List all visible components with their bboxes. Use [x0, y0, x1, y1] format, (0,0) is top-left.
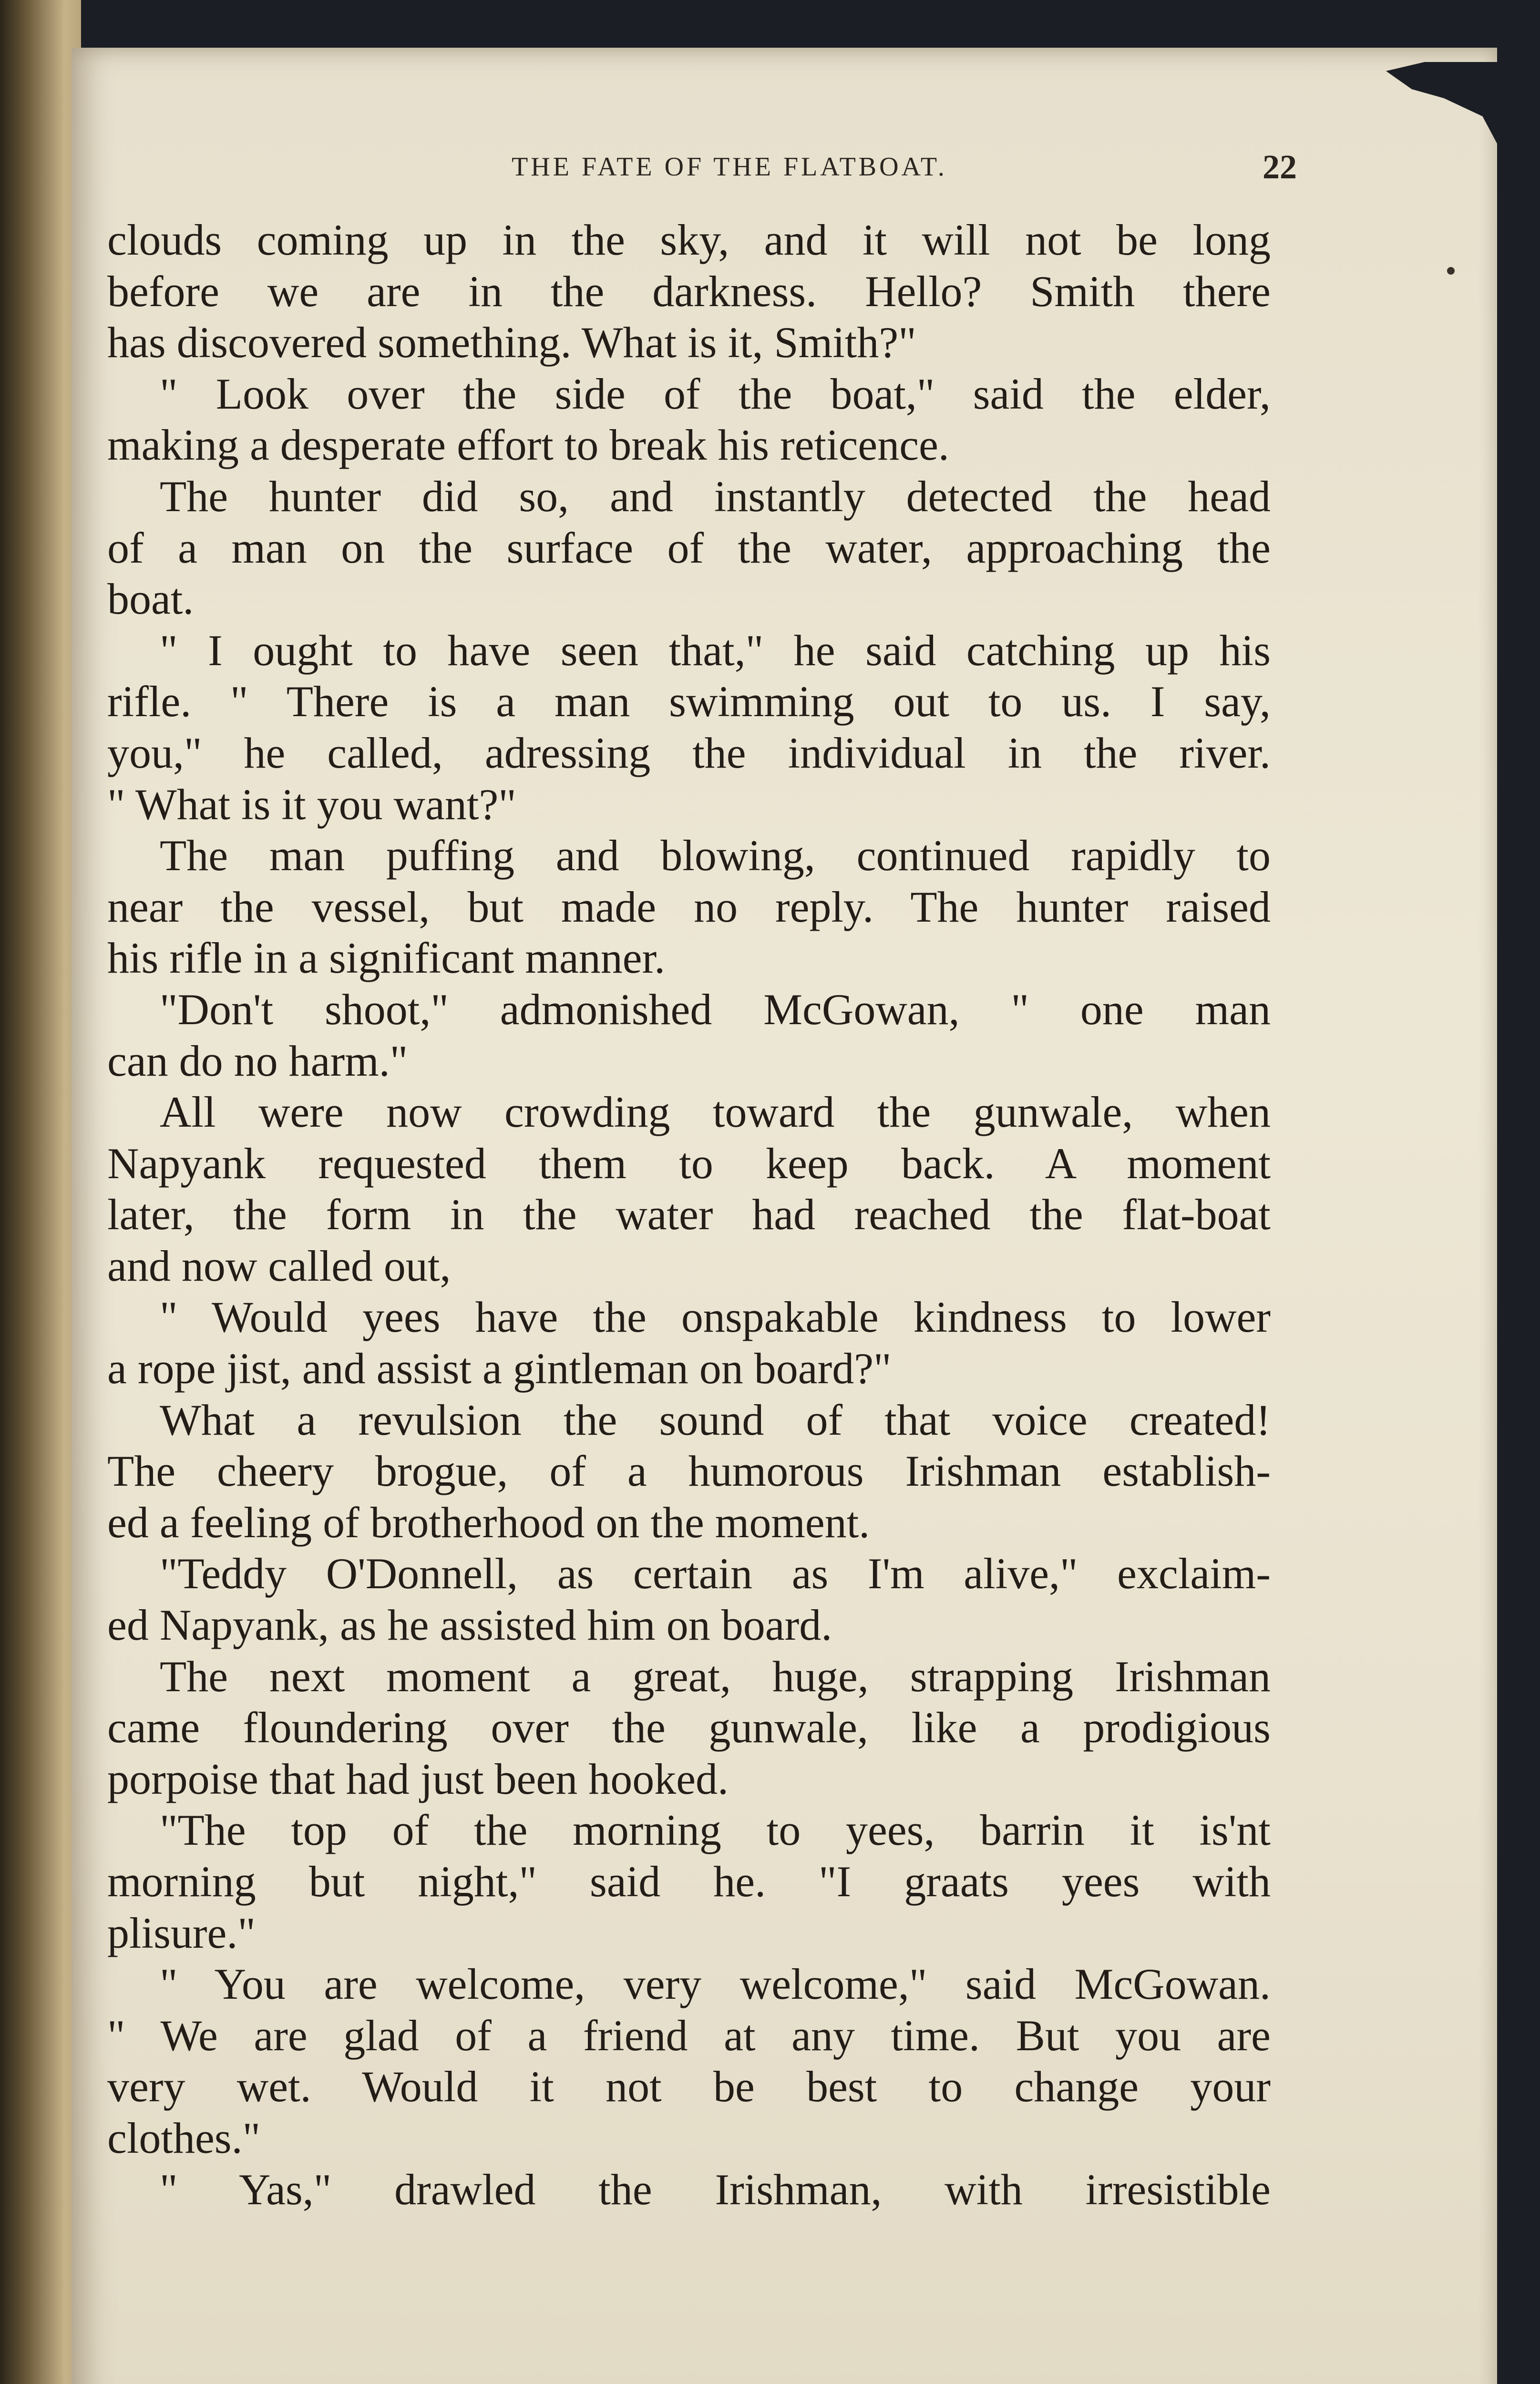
text-line: very wet. Would it not be best to change your — [107, 2062, 1271, 2111]
running-header: THE FATE OF THE FLATBOAT. — [512, 152, 947, 182]
text-line: " Would yees have the onspakable kindness to lower — [160, 1293, 1271, 1342]
text-line: near the vessel, but made no reply. The hunter raised — [107, 882, 1271, 931]
text-line: ed Napyank, as he assisted him on board. — [107, 1601, 832, 1650]
text-line: The next moment a great, huge, strapping Irishman — [160, 1652, 1271, 1701]
text-line: before we are in the darkness. Hello? Smith there — [107, 267, 1271, 316]
text-line: porpoise that had just been hooked. — [107, 1754, 729, 1803]
text-line: can do no harm." — [107, 1036, 408, 1085]
text-line: a rope jist, and assist a gintleman on board?" — [107, 1344, 892, 1393]
book-spine-gutter — [0, 0, 81, 2384]
text-line: The man puffing and blowing, continued rapidly to — [160, 831, 1271, 880]
text-line: boat. — [107, 575, 194, 624]
text-line: has discovered something. What is it, Smith?" — [107, 318, 916, 367]
text-line: later, the form in the water had reached the flat-boat — [107, 1190, 1271, 1239]
text-line: All were now crowding toward the gunwale, when — [160, 1088, 1271, 1137]
text-line: rifle. " There is a man swimming out to us. I say, — [107, 677, 1271, 726]
text-line: ed a feeling of brotherhood on the moment. — [107, 1498, 870, 1547]
text-line: and now called out, — [107, 1241, 451, 1290]
text-line: Napyank requested them to keep back. A moment — [107, 1139, 1271, 1188]
text-line: "Don't shoot," admonished McGowan, " one man — [160, 985, 1271, 1034]
ink-speck — [1447, 267, 1455, 275]
text-line: clothes." — [107, 2113, 261, 2162]
text-line: you," he called, adressing the individual in the river. — [107, 728, 1271, 777]
body-text — [107, 215, 1271, 2215]
text-line: making a desperate effort to break his reticence. — [107, 421, 949, 470]
text-line: of a man on the surface of the water, approaching the — [107, 523, 1271, 572]
text-line: The cheery brogue, of a humorous Irishman establish- — [107, 1447, 1271, 1496]
text-line: " I ought to have seen that," he said catching up his — [160, 626, 1271, 675]
text-line: "Teddy O'Donnell, as certain as I'm alive," exclaim- — [160, 1549, 1271, 1598]
text-line: What a revulsion the sound of that voice created! — [160, 1395, 1271, 1444]
text-line: " What is it you want?" — [107, 780, 516, 829]
text-line: clouds coming up in the sky, and it will not be long — [107, 216, 1271, 264]
text-line: " You are welcome, very welcome," said McGowan. — [160, 1960, 1271, 2009]
text-line: his rifle in a significant manner. — [107, 934, 666, 983]
text-line: came floundering over the gunwale, like a prodigious — [107, 1703, 1271, 1752]
text-line: " We are glad of a friend at any time. But you are — [107, 2011, 1271, 2060]
text-line: " Look over the side of the boat," said the elder, — [160, 369, 1271, 418]
text-line: "The top of the morning to yees, barrin it is'nt — [160, 1806, 1271, 1855]
text-line: morning but night," said he. "I graats yees with — [107, 1857, 1271, 1906]
text-line: plisure." — [107, 1908, 256, 1957]
page-number: 22 — [1263, 148, 1297, 186]
text-line: The hunter did so, and instantly detected the head — [160, 472, 1271, 521]
text-line: " Yas," drawled the Irishman, with irresistible — [160, 2165, 1271, 2214]
